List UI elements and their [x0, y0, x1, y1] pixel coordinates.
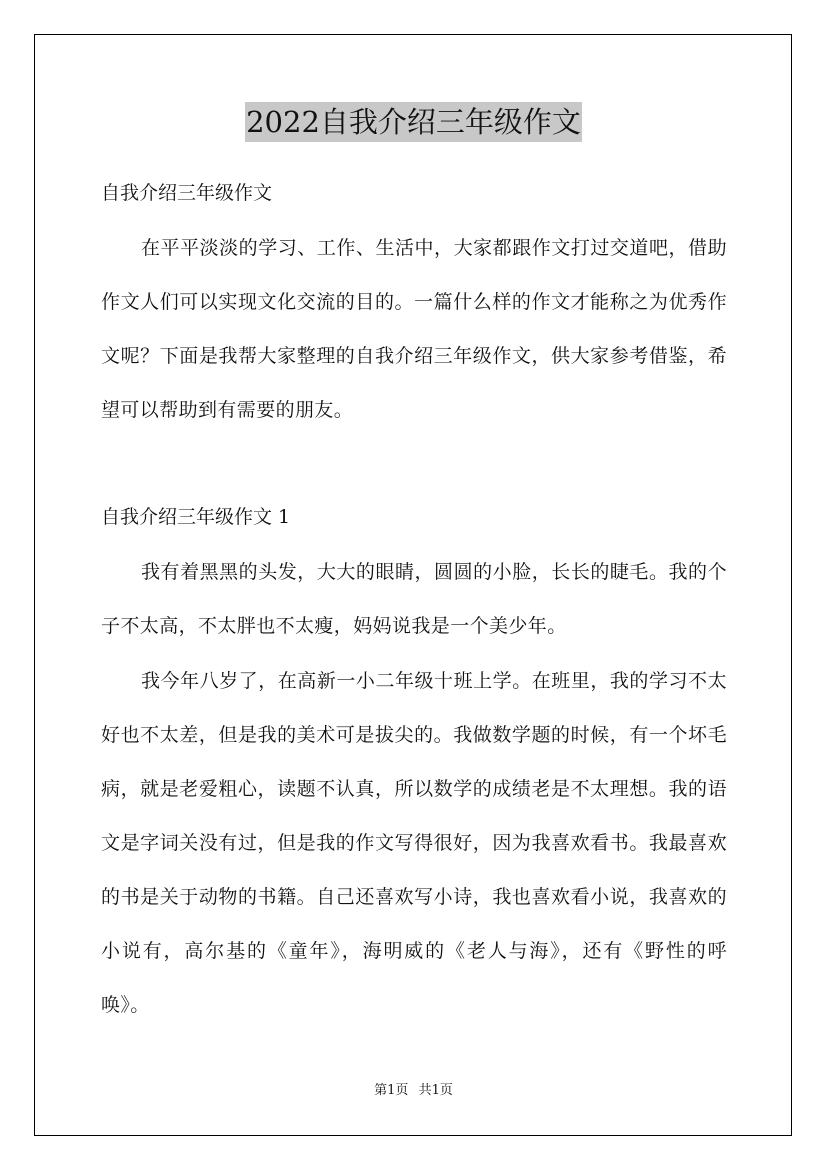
- page-total: 共1页: [418, 1083, 453, 1098]
- page-footer: [0, 1082, 827, 1100]
- intro-paragraph: 在平平淡淡的学习、工作、生活中，大家都跟作文打过交道吧，借助作文人们可以实现文化交流的目的。一篇什么样的作文才能称之为优秀作文呢？下面是我帮大家整理的自我介绍三年级作文，供大家参考借鉴，希望可以帮助到有需要的朋友。: [101, 237, 727, 421]
- document-title: 2022自我介绍三年级作文: [245, 102, 582, 142]
- body-paragraph: 我有着黑黑的头发，大大的眼睛，圆圆的小脸，长长的睫毛。我的个子不太高，不太胖也不太瘦，妈妈说我是一个美少年。: [101, 561, 727, 637]
- page-number: 第1页: [374, 1083, 409, 1098]
- title-container: [0, 102, 827, 142]
- section-heading: 自我介绍三年级作文 1: [101, 506, 291, 528]
- body-paragraph: 我今年八岁了，在高新一小二年级十班上学。在班里，我的学习不太好也不太差，但是我的美术可是拔尖的。我做数学题的时候，有一个坏毛病，就是老爱粗心，读题不认真，所以数学的成绩老是不太理想。我的语文是字词关没有过，但是我的作文写得很好，因为我喜欢看书。我最喜欢的书是关于动物的书籍。自己还喜欢写小诗，我也喜欢看小说，我喜欢的小说有，高尔基的《童年》，海明威的《老人与海》，还有《野性的呼唤》。: [101, 670, 727, 1016]
- document-subtitle: 自我介绍三年级作文: [101, 182, 273, 204]
